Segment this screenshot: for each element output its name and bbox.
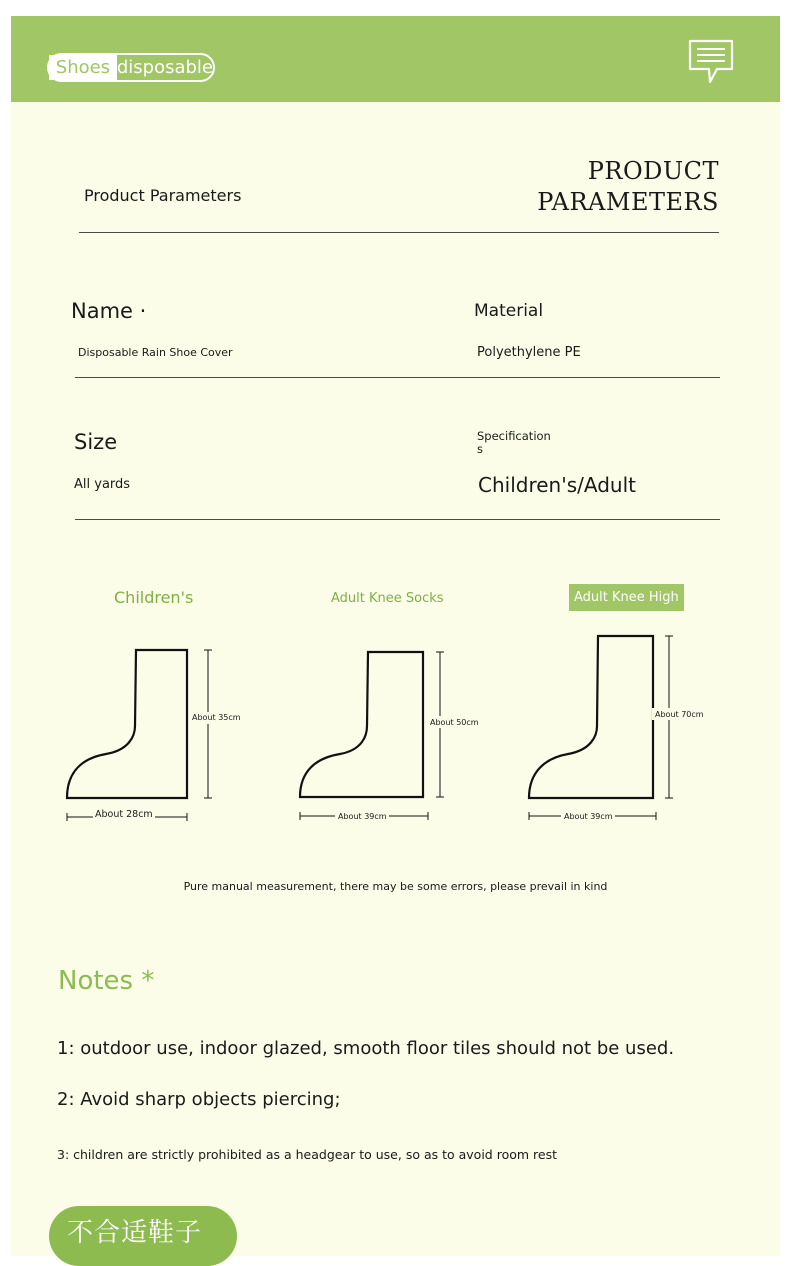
brand-logo-right: disposable	[116, 57, 213, 78]
boot-title-knee-socks: Adult Knee Socks	[331, 591, 444, 606]
product-card	[11, 16, 780, 1256]
notes-title: Notes *	[58, 966, 155, 996]
header-bar	[11, 16, 780, 102]
spec-label: Specifications	[477, 429, 551, 456]
spec-value: Children's/Adult	[478, 473, 636, 497]
brand-logo-left: Shoes	[49, 55, 117, 80]
section-title: Product Parameters	[84, 186, 242, 205]
brand-logo	[47, 53, 215, 82]
width-label-knee-socks: About 39cm	[338, 812, 387, 821]
material-value: Polyethylene PE	[477, 345, 581, 360]
boot-diagram-knee-high	[523, 630, 713, 826]
note-item: 2: Avoid sharp objects piercing;	[57, 1089, 341, 1110]
chat-message-icon	[687, 39, 735, 87]
height-label-children: About 35cm	[192, 713, 241, 722]
title-divider	[79, 232, 719, 233]
boot-diagram-children	[61, 646, 241, 826]
height-label-knee-socks: About 50cm	[430, 718, 479, 727]
note-item: 1: outdoor use, indoor glazed, smooth floor tiles should not be used.	[57, 1038, 675, 1059]
section-title-line1: PRODUCT	[587, 157, 719, 185]
section-title-display	[491, 156, 719, 218]
section-heading-pill: 不合适鞋子	[49, 1206, 237, 1266]
material-label: Material	[474, 301, 544, 321]
boot-title-knee-high: Adult Knee High	[569, 584, 684, 611]
note-item: 3: children are strictly prohibited as a headgear to use, so as to avoid room rest	[57, 1147, 557, 1162]
boot-title-children: Children's	[114, 588, 194, 607]
size-value: All yards	[74, 477, 131, 492]
name-value: Disposable Rain Shoe Cover	[78, 346, 233, 359]
params-divider-2	[75, 519, 720, 520]
width-label-children: About 28cm	[95, 809, 153, 820]
section-title-line2: PARAMETERS	[537, 188, 719, 216]
measurement-note: Pure manual measurement, there may be some errors, please prevail in kind	[183, 880, 608, 893]
boot-diagram-knee-socks	[295, 646, 485, 826]
height-label-knee-high: About 70cm	[655, 710, 704, 719]
width-label-knee-high: About 39cm	[564, 812, 613, 821]
name-label: Name ·	[71, 299, 147, 323]
params-divider-1	[75, 377, 720, 378]
size-label: Size	[74, 430, 118, 454]
